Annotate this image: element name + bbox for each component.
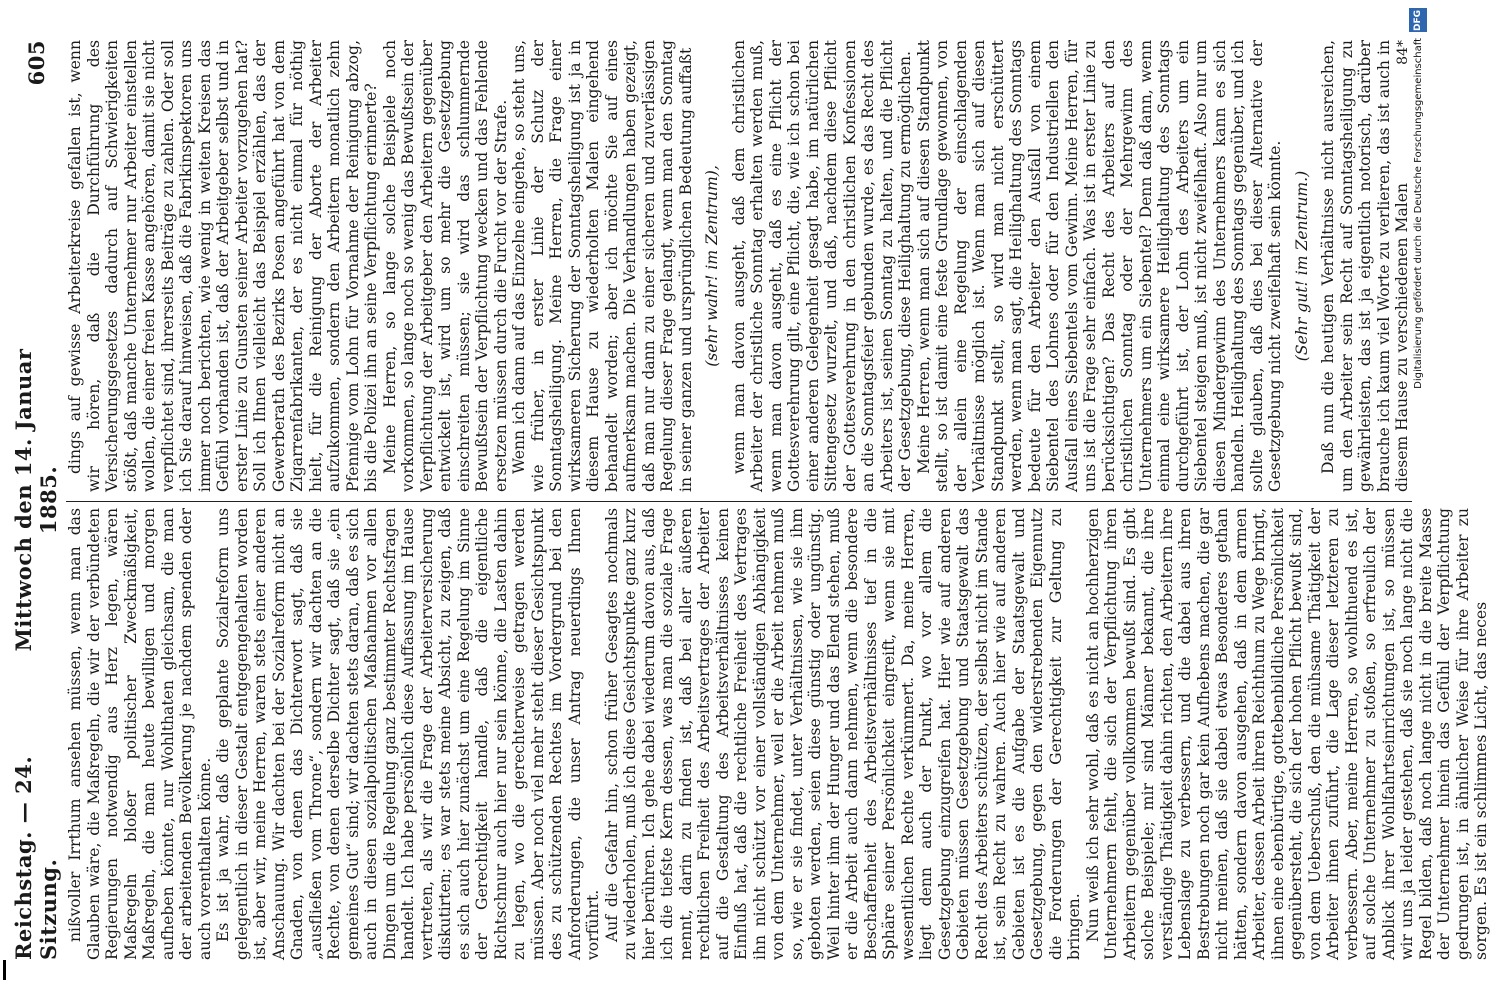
- interjection: (sehr wahr! im Zentrum),: [703, 165, 721, 367]
- paragraph: Es ist ja wahr, daß die geplante Sozialreform uns gelegentlich in dieser Gestalt entgegengehalten worden ist, aber wir, meine Herren, waren stets einer anderen Anschauung. Wir dachten bei der Sozialreform nicht an Gnaden, von denen das Dichterwort sagt, daß sie „ausfließen vom Throne“, sondern wir dachten an die Rechte, von denen derselbe Dichter sagt, daß sie „ein gemeines Gut“ sind; wir dachten stets daran, daß es sich auch in diesen sozialpolitischen Maßnahmen vor allen Dingen um die Regelung ganz bestimmter Rechtsfragen handelt. Ich habe persönlich diese Auffassung im Hause vertreten, als wir die Frage der Arbeiterversicherung diskutirten; es war stets meine Absicht, zu zeigen, daß es sich auch hier zunächst um eine Regelung im Sinne der Gerechtigkeit handle, daß die eigentliche Richtschnur auch hier nur sein könne, die Lasten dahin zu legen, wo die gerechterweise getragen werden müssen. Aber noch viel mehr steht dieser Gesichtspunkt des zu schützenden Rechtes im Vordergrund bei den Anforderungen, die unser Antrag neuerdings Ihnen vorführt.: [214, 508, 602, 960]
- digitization-credit: Digitalisierung gefördert durch die Deutsche Forschungsgemeinschaft: [1412, 38, 1424, 389]
- paragraph: nißvoller Irrthum ansehen müssen, wenn man das Glauben wäre, die Maßregeln, die wir der verbündeten Regierungen notwendig aus Herz legen, wären Maßregeln bloßer politischer Zweckmäßigkeit, Maßregeln, die man heute bewilligen und morgen aufheben könnte, nur Wohlthaten gleichsam, die man der arbeitenden Bevölkerung je nachdem spenden oder auch vorenthalten könne.: [66, 508, 214, 960]
- paragraph: Auf die Gefahr hin, schon früher Gesagtes nochmals zu wiederholen, muß ich diese Gesichtspunkte ganz kurz hier berühren. Ich gehe dabei wiederum davon aus, daß ich die tiefste Kern dessen, was man die soziale Frage nennt, darin zu finden ist, daß bei aller äußeren rechtlichen Freiheit des Arbeitsvertrages der Arbeiter auf die Gestaltung des Arbeitsverhältnisses keinen Einfluß hat, daß die rechtliche Freiheit des Vertrages ihn nicht schützt vor einer vollständigen Abhängigkeit von dem Unternehmer, weil er die Arbeit nehmen muß so, wie er sie findet, unter Verhältnissen, wie sie ihm geboten werden, seien diese günstig oder ungünstig. Weil hinter ihm der Hunger und das Elend stehen, muß er die Arbeit auch dann nehmen, wenn die besondere Beschaffenheit des Arbeitsverhältnisses tief in die Sphäre seiner Persönlichkeit eingreift, wenn sie mit wesentlichen Rechte verkümmert. Da, meine Herren, liegt denn auch der Punkt, wo vor allem die Gesetzgebung einzugreifen hat. Hier wie auf anderen Gebieten müssen Gesetzgebung und Staatsgewalt das Recht des Arbeiters schützen, der selbst nicht im Stande ist, sein Recht zu wahren. Auch hier wie auf anderen Gebieten ist es die Aufgabe der Staatsgewalt und Gesetzgebung, gegen den widerstrebenden Eigennutz die Forderungen der Gerechtigkeit zur Geltung zu bringen.: [602, 508, 1083, 960]
- column-left: [66, 508, 1490, 960]
- header-left: Reichstag. — 24. Sitzung.: [11, 755, 61, 960]
- paragraph: Daß nun die heutigen Verhältnisse nicht ausreichen, um den Arbeiter sein Recht auf Sonntagsheiligung zu gewährleisten, das ist ja eigentlich notorisch, darüber brauche ich kaum viel Worte zu verlieren, das ist auch in diesem Hause zu verschiedenen Malen: [1319, 40, 1411, 492]
- paragraph: Nun weiß ich sehr wohl, daß es nicht an hochherzigen Unternehmern fehlt, die sich der Verpflichtung ihren Arbeitern gegenüber vollkommen bewußt sind. Es gibt solche Beispiele; mir sind Männer bekannt, die ihre verständige Thätigkeit dahin richten, den Arbeitern ihre Lebenslage zu verbessern, und die dabei aus ihren Bestrebungen noch gar kein Aufhebens machen, die gar nicht meinen, daß sie dabei etwas Besonderes gethan hätten, sondern davon ausgehen, daß in dem armen Arbeiter, dessen Arbeit ihren Reichthum zu Wege bringt, ihnen eine ebenbürtige, gottebenbildliche Persönlichkeit gegenübersteht, die sich der hohen Pflicht bewußt sind, von dem Ueberschuß, den die mühsame Thätigkeit der Arbeiter ihnen zuführt, die Lage dieser letzteren zu verbessern. Aber, meine Herren, so wohlthuend es ist, auf solche Unternehmer zu stoßen, so erfreulich der Anblick ihrer Wohlfahrtseinrichtungen ist, so müssen wir uns ja leider gestehen, daß sie noch lange nicht die Regel bilden, daß noch lange nicht in die breite Masse der Unternehmer hinein das Gefühl der Verpflichtung gedrungen ist, in ähnlicher Weise für ihre Arbeiter zu sorgen. Es ist ein schlimmes Licht, das neces: [1083, 508, 1490, 960]
- header-date: Mittwoch den 14. Januar 1885.: [11, 348, 61, 652]
- dfg-logo: DFG: [1409, 8, 1427, 32]
- page-number: 605: [23, 39, 49, 86]
- paragraph: Wenn ich dann auf das Einzelne eingehe, so steht uns, wie früher, in erster Linie der Schutz der Sonntagsheiligung. Meine Herren, die Frage einer wirksameren Sicherung der Sonntagsheiligung ist ja in diesem Hause zu wiederholten Malen eingehend behandelt worden; aber ich möchte Sie auf eines aufmerksam machen. Die Verhandlungen haben gezeigt, daß man nur dann zu einer sicheren und zuverlässigen Regelung dieser Frage gelangt, wenn man den Sonntag in seiner ganzen und ursprünglichen Bedeutung auffaßt: [510, 40, 695, 492]
- paragraph: Meine Herren, so lange solche Beispiele noch vorkommen, so lange noch so wenig das Bewußtsein der Verpflichtung der Arbeitgeber den Arbeitern gegenüber entwickelt ist, wird um so mehr die Gesetzgebung einschreiten müssen; sie wird das schlummernde Bewußtsein der Verpflichtung wecken und das Fehlende ersetzen müssen durch die Furcht vor der Strafe.: [380, 40, 510, 492]
- interjection: (Sehr gut! im Zentrum.): [1292, 170, 1311, 362]
- column-right: [66, 40, 1412, 492]
- paragraph: wenn man davon ausgeht, daß dem christlichen Arbeiter der christliche Sonntag erhalten werden muß, wenn man davon ausgeht, daß es eine Pflicht der Gottesverehrung gilt, eine Pflicht, die, wie ich schon bei einer anderen Gelegenheit gesagt habe, im natürlichen Sittengesetz wurzelt, und daß, nachdem diese Pflicht der Gottesverehrung in den christlichen Konfessionen an die Sonntagsfeier gebunden wurde, es das Recht des Arbeiters ist, seinen Sonntag zu halten, und die Pflicht der Gesetzgebung, diese Heilighaltung zu ermöglichen.: [729, 40, 914, 492]
- page-header: [11, 39, 61, 960]
- scan-edge-mark: [3, 960, 6, 980]
- signature-mark: 84*: [1394, 40, 1411, 65]
- paragraph: dings auf gewisse Arbeiterkreise gefallen ist, wenn wir hören, daß die Durchführung des Versicherungsgesetzes dadurch auf Schwierigkeiten stößt, daß manche Unternehmer nur Arbeiter einstellen wollen, die einer freien Kasse angehören, damit sie nicht verpflichtet sind, ihrerseits Beiträge zu zahlen. Oder soll ich Sie darauf hinweisen, daß die Fabrikinspektoren uns immer noch berichten, wie wenig in weiten Kreisen das Gefühl vorhanden ist, daß der Arbeitgeber selbst und in erster Linie zu Gunsten seiner Arbeiter vorzugehen hat? Soll ich Ihnen vielleicht das Beispiel erzählen, das der Gewerberath des Bezirks Posen angeführt hat von dem Zigarrenfabrikanten, der es nicht einmal für nöthig hielt, für die Reinigung der Aborte der Arbeiter aufzukommen, sondern den Arbeitern monatlich zehn Pfennige vom Lohn für Vornahme der Reinigung abzog, bis die Polizei ihn an seine Verpflichtung erinnerte?: [66, 40, 380, 492]
- digitization-sidebar: [1404, 0, 1432, 1000]
- paragraph: Meine Herren, wenn man sich auf diesen Standpunkt stellt, so ist damit eine feste Grundlage gewonnen, von der allein eine Regelung der einschlagenden Verhältnisse möglich ist. Wenn man sich auf diesen Standpunkt stellt, so wird man nicht erschüttert werden, wenn man sagt, die Heilighaltung des Sonntags bedeute für den Arbeiter den Ausfall von einem Siebentel des Lohnes oder für den Industriellen den Ausfall eines Siebentels vom Gewinn. Meine Herren, für uns ist die Frage sehr einfach. Was ist in erster Linie zu berücksichtigen? Das Recht des Arbeiters auf den christlichen Sonntag oder der Mehrgewinn des Unternehmers um ein Siebentel? Denn daß dann, wenn einmal eine wirksamere Heilighaltung des Sonntags durchgeführt ist, der Lohn des Arbeiters um ein Siebentel steigen muß, ist nicht zweifelhaft. Also nur um diesen Mindergewinn des Unternehmers kann es sich handeln. Heilighaltung des Sonntags gegenüber, und ich sollte glauben, daß dies bei dieser Alternative der Gesetzgebung nicht zweifelhaft sein könnte.: [914, 40, 1284, 492]
